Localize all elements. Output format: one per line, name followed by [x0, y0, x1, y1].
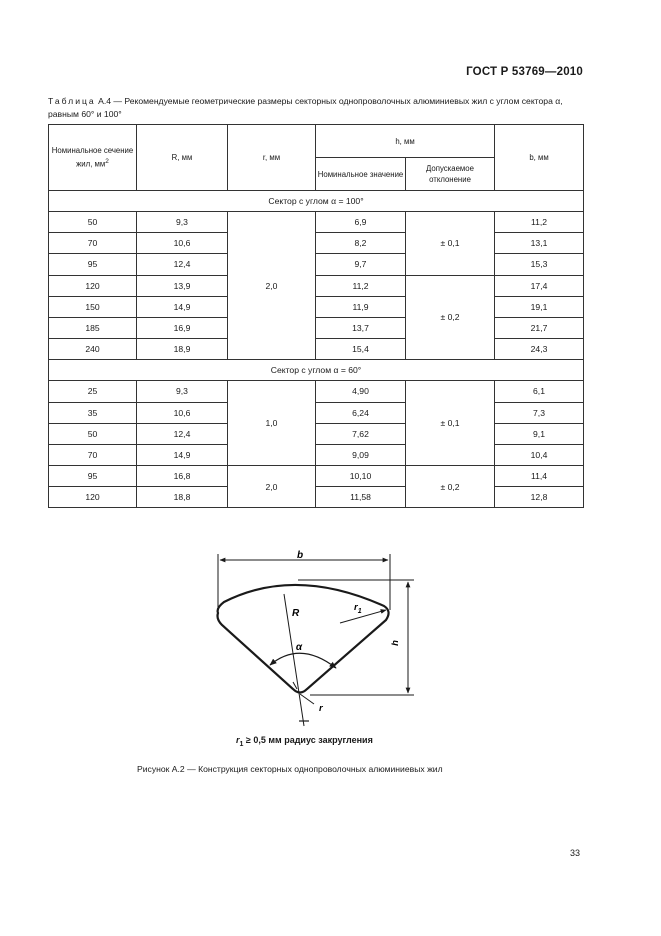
cell-b: 15,3 [495, 254, 584, 275]
cell-section: 150 [49, 296, 137, 317]
cell-tolerance: ± 0,1 [406, 212, 495, 276]
table-row [49, 444, 584, 465]
table-row [49, 423, 584, 444]
cell-section: 50 [49, 423, 137, 444]
header-h-nominal: Номинальное значение [316, 158, 406, 191]
cell-R: 10,6 [137, 233, 228, 254]
cell-section: 120 [49, 487, 137, 508]
cell-b: 11,4 [495, 466, 584, 487]
cell-b: 13,1 [495, 233, 584, 254]
cell-r-group2b: 2,0 [228, 466, 316, 508]
legend-text: ≥ 0,5 мм радиус закругления [243, 735, 373, 745]
table-row [49, 466, 584, 487]
figure-caption: Рисунок А.2 — Конструкция секторных однопроволочных алюминиевых жил [137, 764, 443, 774]
sector-conductor-figure [200, 548, 420, 738]
cell-section: 50 [49, 212, 137, 233]
cell-h: 6,24 [316, 402, 406, 423]
cell-R: 18,8 [137, 487, 228, 508]
cell-R: 12,4 [137, 423, 228, 444]
cell-section: 120 [49, 275, 137, 296]
table-row [49, 339, 584, 360]
cell-h: 11,2 [316, 275, 406, 296]
page-number: 33 [570, 848, 581, 858]
group1-title-row [49, 191, 584, 212]
cell-r-group2a: 1,0 [228, 381, 316, 466]
cell-section: 185 [49, 317, 137, 338]
cell-section: 70 [49, 444, 137, 465]
header-r: r, мм [228, 125, 316, 191]
caption-text: А.4 — Рекомендуемые геометрические размеры секторных однопроволочных алюминиевых жил с углом сектора α, равным 60° и 100° [48, 96, 563, 119]
group1-title: Сектор с углом α = 100° [49, 191, 584, 212]
dimensions-table [48, 124, 584, 508]
alpha-arc [270, 653, 336, 668]
header-h: h, мм [316, 125, 495, 158]
cell-h: 11,58 [316, 487, 406, 508]
cell-tolerance: ± 0,2 [406, 466, 495, 508]
header-row [49, 125, 584, 158]
table-row [49, 233, 584, 254]
header-h-tolerance: Допускаемое отклонение [406, 158, 495, 191]
cell-section: 95 [49, 254, 137, 275]
group2-title-row [49, 360, 584, 381]
cell-R: 18,9 [137, 339, 228, 360]
table-row [49, 275, 584, 296]
cell-R: 16,8 [137, 466, 228, 487]
label-r1-sub: 1 [357, 608, 362, 615]
header-section-text: Номинальное сечение жил, мм [51, 146, 134, 169]
cell-section: 35 [49, 402, 137, 423]
header-section [49, 125, 137, 191]
cell-section: 95 [49, 466, 137, 487]
r1-arrow [340, 610, 386, 623]
cell-h: 4,90 [316, 381, 406, 402]
cell-section: 25 [49, 381, 137, 402]
table-caption [48, 95, 588, 120]
cell-b: 10,4 [495, 444, 584, 465]
cell-h: 6,9 [316, 212, 406, 233]
cell-b: 7,3 [495, 402, 584, 423]
cell-R: 13,9 [137, 275, 228, 296]
cell-section: 70 [49, 233, 137, 254]
table-row [49, 317, 584, 338]
legend-r: r [236, 735, 240, 745]
header-b: b, мм [495, 125, 584, 191]
cell-R: 9,3 [137, 381, 228, 402]
table-row [49, 254, 584, 275]
cell-b: 12,8 [495, 487, 584, 508]
standard-number: ГОСТ Р 53769—2010 [466, 66, 583, 78]
cell-b: 9,1 [495, 423, 584, 444]
cell-r-group1: 2,0 [228, 212, 316, 360]
sector-outline [218, 585, 389, 693]
cell-b: 17,4 [495, 275, 584, 296]
label-alpha: α [295, 642, 303, 653]
cell-R: 12,4 [137, 254, 228, 275]
cell-R: 16,9 [137, 317, 228, 338]
cell-b: 6,1 [495, 381, 584, 402]
label-h: h [390, 640, 401, 646]
cell-tolerance: ± 0,2 [406, 275, 495, 360]
cell-h: 15,4 [316, 339, 406, 360]
table-row [49, 487, 584, 508]
table-row [49, 296, 584, 317]
cell-R: 14,9 [137, 444, 228, 465]
legend-sub: 1 [239, 740, 244, 748]
cell-h: 8,2 [316, 233, 406, 254]
label-b: b [296, 550, 304, 561]
cell-b: 19,1 [495, 296, 584, 317]
label-r1 [354, 602, 362, 615]
label-r1-main: r [354, 602, 358, 613]
table-row [49, 381, 584, 402]
cell-b: 21,7 [495, 317, 584, 338]
cell-h: 7,62 [316, 423, 406, 444]
cell-h: 11,9 [316, 296, 406, 317]
group2-title: Сектор с углом α = 60° [49, 360, 584, 381]
figure-legend [236, 735, 373, 748]
label-R: R [292, 608, 300, 619]
header-section-sup: 2 [105, 158, 109, 166]
cell-section: 240 [49, 339, 137, 360]
cell-R: 14,9 [137, 296, 228, 317]
cell-h: 10,10 [316, 466, 406, 487]
table-row [49, 212, 584, 233]
cell-tolerance: ± 0,1 [406, 381, 495, 466]
table-row [49, 402, 584, 423]
cell-R: 10,6 [137, 402, 228, 423]
label-r: r [319, 703, 323, 714]
cell-b: 11,2 [495, 212, 584, 233]
caption-label: Таблица [48, 96, 96, 106]
cell-h: 9,7 [316, 254, 406, 275]
header-R: R, мм [137, 125, 228, 191]
cell-h: 13,7 [316, 317, 406, 338]
r-tick [293, 682, 297, 689]
cell-b: 24,3 [495, 339, 584, 360]
cell-h: 9,09 [316, 444, 406, 465]
cell-R: 9,3 [137, 212, 228, 233]
